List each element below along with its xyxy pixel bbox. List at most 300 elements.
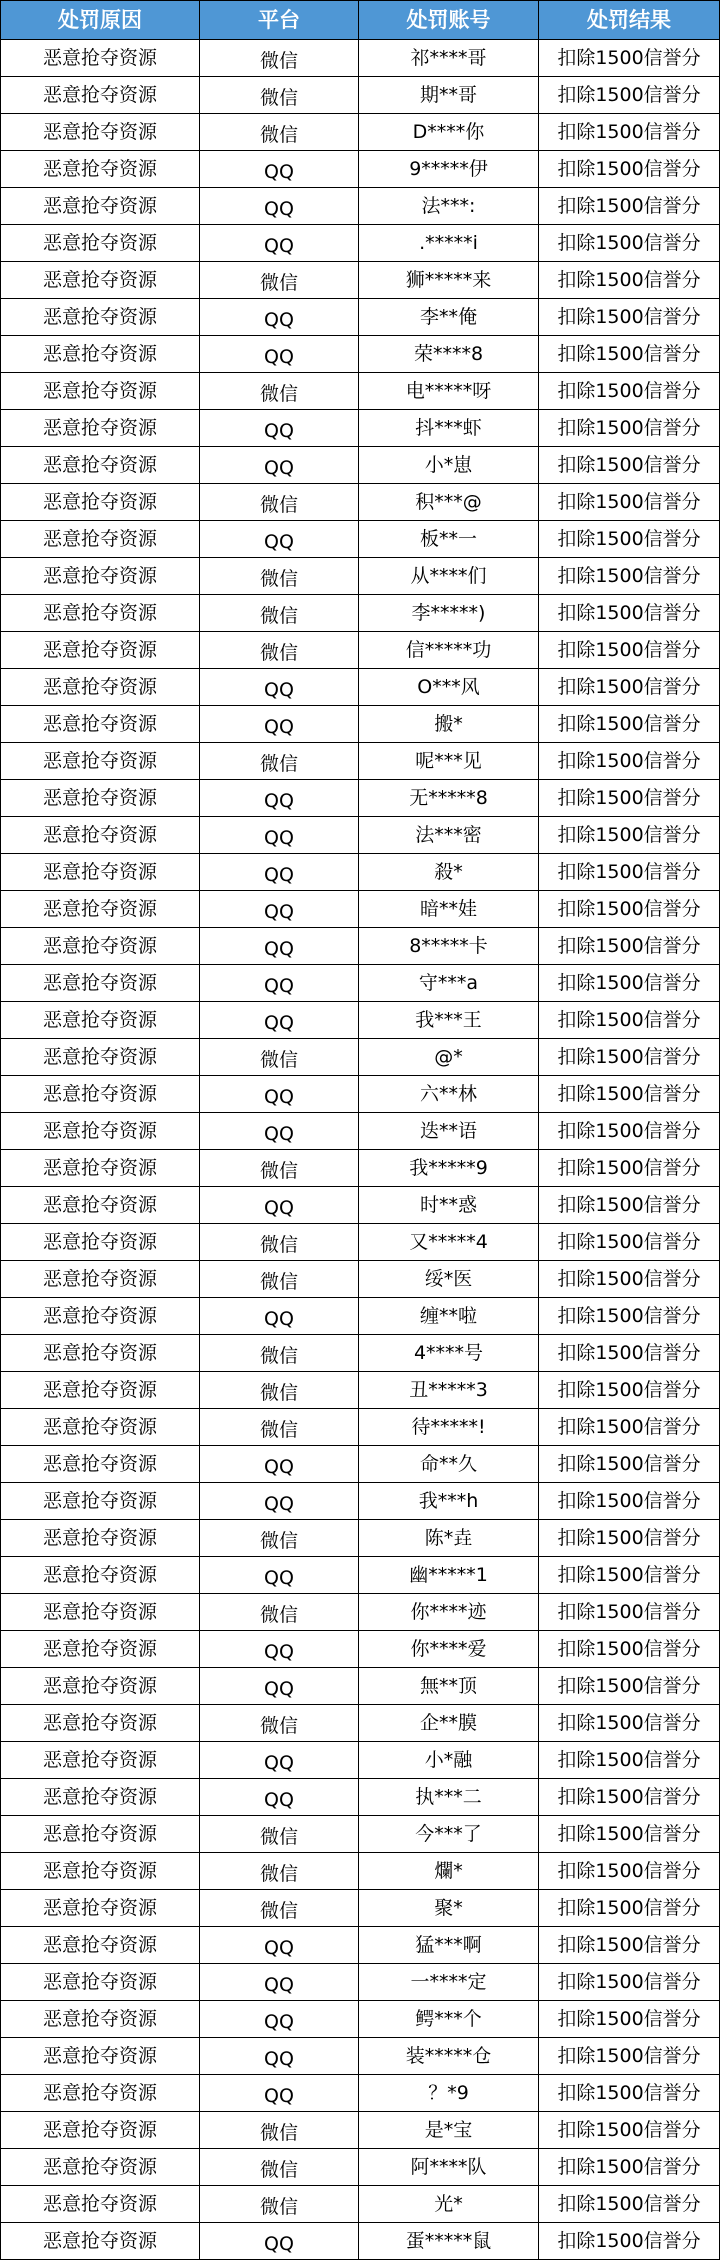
reason-cell: 恶意抢夺资源 bbox=[1, 336, 200, 373]
table-row bbox=[1, 817, 720, 854]
account-cell: 缠**啦 bbox=[359, 1298, 539, 1335]
table-row bbox=[1, 1483, 720, 1520]
result-cell: 扣除1500信誉分 bbox=[539, 447, 720, 484]
reason-cell: 恶意抢夺资源 bbox=[1, 484, 200, 521]
platform-cell: 微信 bbox=[200, 1224, 359, 1261]
account-cell: 绥*医 bbox=[359, 1261, 539, 1298]
result-cell: 扣除1500信誉分 bbox=[539, 262, 720, 299]
account-cell: 光* bbox=[359, 2186, 539, 2223]
platform-cell: 微信 bbox=[200, 558, 359, 595]
reason-cell: 恶意抢夺资源 bbox=[1, 151, 200, 188]
platform-cell: QQ bbox=[200, 1187, 359, 1224]
reason-cell: 恶意抢夺资源 bbox=[1, 669, 200, 706]
account-cell: 电*****呀 bbox=[359, 373, 539, 410]
account-cell: 蛋*****鼠 bbox=[359, 2223, 539, 2260]
account-cell: 李**俺 bbox=[359, 299, 539, 336]
reason-cell: 恶意抢夺资源 bbox=[1, 595, 200, 632]
reason-cell: 恶意抢夺资源 bbox=[1, 1927, 200, 1964]
result-cell: 扣除1500信誉分 bbox=[539, 225, 720, 262]
platform-cell: QQ bbox=[200, 447, 359, 484]
reason-cell: 恶意抢夺资源 bbox=[1, 1150, 200, 1187]
reason-cell: 恶意抢夺资源 bbox=[1, 1779, 200, 1816]
result-cell: 扣除1500信誉分 bbox=[539, 743, 720, 780]
platform-cell: 微信 bbox=[200, 1890, 359, 1927]
reason-cell: 恶意抢夺资源 bbox=[1, 1705, 200, 1742]
table-row bbox=[1, 2149, 720, 2186]
table-row bbox=[1, 77, 720, 114]
table-row bbox=[1, 669, 720, 706]
platform-cell: 微信 bbox=[200, 632, 359, 669]
reason-cell: 恶意抢夺资源 bbox=[1, 817, 200, 854]
platform-cell: QQ bbox=[200, 817, 359, 854]
account-cell: O***风 bbox=[359, 669, 539, 706]
account-cell: 我***王 bbox=[359, 1002, 539, 1039]
table-row bbox=[1, 2001, 720, 2038]
table-row bbox=[1, 2112, 720, 2149]
table-row bbox=[1, 965, 720, 1002]
result-cell: 扣除1500信誉分 bbox=[539, 854, 720, 891]
result-cell: 扣除1500信誉分 bbox=[539, 1520, 720, 1557]
table-row bbox=[1, 1779, 720, 1816]
result-cell: 扣除1500信誉分 bbox=[539, 1335, 720, 1372]
result-cell: 扣除1500信誉分 bbox=[539, 1446, 720, 1483]
account-cell: 今***了 bbox=[359, 1816, 539, 1853]
table-row bbox=[1, 1668, 720, 1705]
account-cell: 9*****伊 bbox=[359, 151, 539, 188]
table-row bbox=[1, 1076, 720, 1113]
result-cell: 扣除1500信誉分 bbox=[539, 1890, 720, 1927]
platform-cell: 微信 bbox=[200, 1705, 359, 1742]
table-row bbox=[1, 1742, 720, 1779]
header-reason: 处罚原因 bbox=[1, 1, 200, 40]
platform-cell: QQ bbox=[200, 336, 359, 373]
result-cell: 扣除1500信誉分 bbox=[539, 299, 720, 336]
result-cell: 扣除1500信誉分 bbox=[539, 1927, 720, 1964]
reason-cell: 恶意抢夺资源 bbox=[1, 1335, 200, 1372]
account-cell: 执***二 bbox=[359, 1779, 539, 1816]
platform-cell: 微信 bbox=[200, 40, 359, 77]
table-row bbox=[1, 2075, 720, 2112]
reason-cell: 恶意抢夺资源 bbox=[1, 447, 200, 484]
platform-cell: QQ bbox=[200, 1298, 359, 1335]
reason-cell: 恶意抢夺资源 bbox=[1, 632, 200, 669]
reason-cell: 恶意抢夺资源 bbox=[1, 743, 200, 780]
platform-cell: 微信 bbox=[200, 1335, 359, 1372]
result-cell: 扣除1500信誉分 bbox=[539, 336, 720, 373]
table-row bbox=[1, 2186, 720, 2223]
reason-cell: 恶意抢夺资源 bbox=[1, 2223, 200, 2260]
table-row bbox=[1, 854, 720, 891]
reason-cell: 恶意抢夺资源 bbox=[1, 965, 200, 1002]
table-row bbox=[1, 632, 720, 669]
account-cell: 待*****! bbox=[359, 1409, 539, 1446]
table-row bbox=[1, 1594, 720, 1631]
result-cell: 扣除1500信誉分 bbox=[539, 595, 720, 632]
reason-cell: 恶意抢夺资源 bbox=[1, 299, 200, 336]
platform-cell: 微信 bbox=[200, 1853, 359, 1890]
account-cell: 法***: bbox=[359, 188, 539, 225]
account-cell: 狮*****来 bbox=[359, 262, 539, 299]
result-cell: 扣除1500信誉分 bbox=[539, 2149, 720, 2186]
result-cell: 扣除1500信誉分 bbox=[539, 1113, 720, 1150]
result-cell: 扣除1500信誉分 bbox=[539, 410, 720, 447]
account-cell: @* bbox=[359, 1039, 539, 1076]
table-row bbox=[1, 1853, 720, 1890]
table-row bbox=[1, 1557, 720, 1594]
reason-cell: 恶意抢夺资源 bbox=[1, 410, 200, 447]
platform-cell: QQ bbox=[200, 225, 359, 262]
platform-cell: QQ bbox=[200, 521, 359, 558]
table-row bbox=[1, 484, 720, 521]
account-cell: 一****定 bbox=[359, 1964, 539, 2001]
table-row bbox=[1, 1409, 720, 1446]
account-cell: 小*崽 bbox=[359, 447, 539, 484]
reason-cell: 恶意抢夺资源 bbox=[1, 1816, 200, 1853]
reason-cell: 恶意抢夺资源 bbox=[1, 780, 200, 817]
table-row bbox=[1, 521, 720, 558]
reason-cell: 恶意抢夺资源 bbox=[1, 1890, 200, 1927]
account-cell: 装*****仓 bbox=[359, 2038, 539, 2075]
table-row bbox=[1, 1964, 720, 2001]
table-row bbox=[1, 1039, 720, 1076]
result-cell: 扣除1500信誉分 bbox=[539, 1298, 720, 1335]
table-row bbox=[1, 299, 720, 336]
result-cell: 扣除1500信誉分 bbox=[539, 2112, 720, 2149]
table-row bbox=[1, 1705, 720, 1742]
reason-cell: 恶意抢夺资源 bbox=[1, 558, 200, 595]
reason-cell: 恶意抢夺资源 bbox=[1, 77, 200, 114]
table-row bbox=[1, 1890, 720, 1927]
platform-cell: QQ bbox=[200, 1557, 359, 1594]
platform-cell: 微信 bbox=[200, 1409, 359, 1446]
account-cell: 抖***虾 bbox=[359, 410, 539, 447]
platform-cell: QQ bbox=[200, 854, 359, 891]
account-cell: 积***@ bbox=[359, 484, 539, 521]
result-cell: 扣除1500信誉分 bbox=[539, 1002, 720, 1039]
account-cell: 命**久 bbox=[359, 1446, 539, 1483]
platform-cell: QQ bbox=[200, 706, 359, 743]
platform-cell: 微信 bbox=[200, 743, 359, 780]
reason-cell: 恶意抢夺资源 bbox=[1, 1964, 200, 2001]
result-cell: 扣除1500信誉分 bbox=[539, 1816, 720, 1853]
account-cell: .*****i bbox=[359, 225, 539, 262]
account-cell: 無**顶 bbox=[359, 1668, 539, 1705]
table-row bbox=[1, 1631, 720, 1668]
table-row bbox=[1, 1816, 720, 1853]
reason-cell: 恶意抢夺资源 bbox=[1, 2075, 200, 2112]
account-cell: 又*****4 bbox=[359, 1224, 539, 1261]
result-cell: 扣除1500信誉分 bbox=[539, 1631, 720, 1668]
result-cell: 扣除1500信誉分 bbox=[539, 1964, 720, 2001]
account-cell: 4****号 bbox=[359, 1335, 539, 1372]
account-cell: 暗**娃 bbox=[359, 891, 539, 928]
account-cell: 是*宝 bbox=[359, 2112, 539, 2149]
account-cell: 聚* bbox=[359, 1890, 539, 1927]
account-cell: 板**一 bbox=[359, 521, 539, 558]
result-cell: 扣除1500信誉分 bbox=[539, 817, 720, 854]
result-cell: 扣除1500信誉分 bbox=[539, 151, 720, 188]
table-row bbox=[1, 40, 720, 77]
table-row bbox=[1, 2038, 720, 2075]
result-cell: 扣除1500信誉分 bbox=[539, 1853, 720, 1890]
table-row bbox=[1, 151, 720, 188]
result-cell: 扣除1500信誉分 bbox=[539, 1483, 720, 1520]
result-cell: 扣除1500信誉分 bbox=[539, 1150, 720, 1187]
header-platform: 平台 bbox=[200, 1, 359, 40]
reason-cell: 恶意抢夺资源 bbox=[1, 1446, 200, 1483]
table-row bbox=[1, 891, 720, 928]
reason-cell: 恶意抢夺资源 bbox=[1, 1668, 200, 1705]
reason-cell: 恶意抢夺资源 bbox=[1, 1483, 200, 1520]
result-cell: 扣除1500信誉分 bbox=[539, 1779, 720, 1816]
reason-cell: 恶意抢夺资源 bbox=[1, 1742, 200, 1779]
account-cell: ？*9 bbox=[359, 2075, 539, 2112]
result-cell: 扣除1500信誉分 bbox=[539, 2186, 720, 2223]
reason-cell: 恶意抢夺资源 bbox=[1, 262, 200, 299]
reason-cell: 恶意抢夺资源 bbox=[1, 1372, 200, 1409]
reason-cell: 恶意抢夺资源 bbox=[1, 1224, 200, 1261]
header-row bbox=[1, 1, 720, 40]
account-cell: 荣****8 bbox=[359, 336, 539, 373]
platform-cell: 微信 bbox=[200, 1150, 359, 1187]
platform-cell: 微信 bbox=[200, 1594, 359, 1631]
result-cell: 扣除1500信誉分 bbox=[539, 2223, 720, 2260]
reason-cell: 恶意抢夺资源 bbox=[1, 1187, 200, 1224]
result-cell: 扣除1500信誉分 bbox=[539, 114, 720, 151]
result-cell: 扣除1500信誉分 bbox=[539, 1224, 720, 1261]
account-cell: 小*融 bbox=[359, 1742, 539, 1779]
result-cell: 扣除1500信誉分 bbox=[539, 558, 720, 595]
platform-cell: 微信 bbox=[200, 2112, 359, 2149]
result-cell: 扣除1500信誉分 bbox=[539, 1039, 720, 1076]
result-cell: 扣除1500信誉分 bbox=[539, 1742, 720, 1779]
platform-cell: QQ bbox=[200, 1742, 359, 1779]
platform-cell: QQ bbox=[200, 2038, 359, 2075]
account-cell: 祁****哥 bbox=[359, 40, 539, 77]
result-cell: 扣除1500信誉分 bbox=[539, 1594, 720, 1631]
account-cell: 迭**语 bbox=[359, 1113, 539, 1150]
account-cell: 你****迹 bbox=[359, 1594, 539, 1631]
platform-cell: QQ bbox=[200, 2001, 359, 2038]
reason-cell: 恶意抢夺资源 bbox=[1, 40, 200, 77]
platform-cell: QQ bbox=[200, 1927, 359, 1964]
result-cell: 扣除1500信誉分 bbox=[539, 521, 720, 558]
result-cell: 扣除1500信誉分 bbox=[539, 484, 720, 521]
table-row bbox=[1, 410, 720, 447]
table-row bbox=[1, 1520, 720, 1557]
result-cell: 扣除1500信誉分 bbox=[539, 1261, 720, 1298]
account-cell: 猛***啊 bbox=[359, 1927, 539, 1964]
reason-cell: 恶意抢夺资源 bbox=[1, 891, 200, 928]
account-cell: 鳄***个 bbox=[359, 2001, 539, 2038]
table-row bbox=[1, 1298, 720, 1335]
account-cell: 幽*****1 bbox=[359, 1557, 539, 1594]
table-row bbox=[1, 114, 720, 151]
result-cell: 扣除1500信誉分 bbox=[539, 1409, 720, 1446]
platform-cell: 微信 bbox=[200, 77, 359, 114]
table-row bbox=[1, 928, 720, 965]
platform-cell: QQ bbox=[200, 965, 359, 1002]
table-row bbox=[1, 188, 720, 225]
result-cell: 扣除1500信誉分 bbox=[539, 2001, 720, 2038]
result-cell: 扣除1500信誉分 bbox=[539, 1187, 720, 1224]
account-cell: 阿****队 bbox=[359, 2149, 539, 2186]
platform-cell: QQ bbox=[200, 151, 359, 188]
reason-cell: 恶意抢夺资源 bbox=[1, 2149, 200, 2186]
header-account: 处罚账号 bbox=[359, 1, 539, 40]
account-cell: 你****爱 bbox=[359, 1631, 539, 1668]
table-body bbox=[1, 40, 720, 2260]
table-row bbox=[1, 558, 720, 595]
platform-cell: QQ bbox=[200, 780, 359, 817]
result-cell: 扣除1500信誉分 bbox=[539, 706, 720, 743]
platform-cell: 微信 bbox=[200, 114, 359, 151]
platform-cell: QQ bbox=[200, 891, 359, 928]
platform-cell: 微信 bbox=[200, 2186, 359, 2223]
result-cell: 扣除1500信誉分 bbox=[539, 780, 720, 817]
platform-cell: QQ bbox=[200, 2075, 359, 2112]
reason-cell: 恶意抢夺资源 bbox=[1, 854, 200, 891]
reason-cell: 恶意抢夺资源 bbox=[1, 373, 200, 410]
reason-cell: 恶意抢夺资源 bbox=[1, 1594, 200, 1631]
platform-cell: 微信 bbox=[200, 2149, 359, 2186]
reason-cell: 恶意抢夺资源 bbox=[1, 1261, 200, 1298]
result-cell: 扣除1500信誉分 bbox=[539, 2075, 720, 2112]
platform-cell: QQ bbox=[200, 928, 359, 965]
table-row bbox=[1, 1002, 720, 1039]
result-cell: 扣除1500信誉分 bbox=[539, 891, 720, 928]
reason-cell: 恶意抢夺资源 bbox=[1, 1557, 200, 1594]
reason-cell: 恶意抢夺资源 bbox=[1, 1853, 200, 1890]
table-row bbox=[1, 262, 720, 299]
reason-cell: 恶意抢夺资源 bbox=[1, 1520, 200, 1557]
result-cell: 扣除1500信誉分 bbox=[539, 1372, 720, 1409]
table-row bbox=[1, 1224, 720, 1261]
platform-cell: QQ bbox=[200, 1076, 359, 1113]
account-cell: 丑*****3 bbox=[359, 1372, 539, 1409]
platform-cell: QQ bbox=[200, 669, 359, 706]
platform-cell: 微信 bbox=[200, 1816, 359, 1853]
reason-cell: 恶意抢夺资源 bbox=[1, 2038, 200, 2075]
platform-cell: QQ bbox=[200, 1113, 359, 1150]
reason-cell: 恶意抢夺资源 bbox=[1, 2001, 200, 2038]
reason-cell: 恶意抢夺资源 bbox=[1, 1631, 200, 1668]
table-row bbox=[1, 2223, 720, 2260]
account-cell: 时**惑 bbox=[359, 1187, 539, 1224]
reason-cell: 恶意抢夺资源 bbox=[1, 225, 200, 262]
result-cell: 扣除1500信誉分 bbox=[539, 669, 720, 706]
platform-cell: QQ bbox=[200, 1002, 359, 1039]
account-cell: 守***a bbox=[359, 965, 539, 1002]
table-row bbox=[1, 1187, 720, 1224]
table-row bbox=[1, 780, 720, 817]
account-cell: 呢***见 bbox=[359, 743, 539, 780]
reason-cell: 恶意抢夺资源 bbox=[1, 1002, 200, 1039]
result-cell: 扣除1500信誉分 bbox=[539, 373, 720, 410]
table-row bbox=[1, 1335, 720, 1372]
result-cell: 扣除1500信誉分 bbox=[539, 632, 720, 669]
account-cell: 殺* bbox=[359, 854, 539, 891]
table-row bbox=[1, 336, 720, 373]
reason-cell: 恶意抢夺资源 bbox=[1, 2112, 200, 2149]
header-result: 处罚结果 bbox=[539, 1, 720, 40]
account-cell: 陈*垚 bbox=[359, 1520, 539, 1557]
result-cell: 扣除1500信誉分 bbox=[539, 965, 720, 1002]
platform-cell: 微信 bbox=[200, 1372, 359, 1409]
table-row bbox=[1, 1372, 720, 1409]
account-cell: 从****们 bbox=[359, 558, 539, 595]
reason-cell: 恶意抢夺资源 bbox=[1, 1409, 200, 1446]
account-cell: 信*****功 bbox=[359, 632, 539, 669]
platform-cell: QQ bbox=[200, 1483, 359, 1520]
table-row bbox=[1, 225, 720, 262]
account-cell: 搬* bbox=[359, 706, 539, 743]
reason-cell: 恶意抢夺资源 bbox=[1, 521, 200, 558]
table-header bbox=[1, 1, 720, 40]
reason-cell: 恶意抢夺资源 bbox=[1, 1076, 200, 1113]
platform-cell: 微信 bbox=[200, 373, 359, 410]
platform-cell: 微信 bbox=[200, 262, 359, 299]
result-cell: 扣除1500信誉分 bbox=[539, 1076, 720, 1113]
reason-cell: 恶意抢夺资源 bbox=[1, 706, 200, 743]
result-cell: 扣除1500信誉分 bbox=[539, 40, 720, 77]
platform-cell: QQ bbox=[200, 1964, 359, 2001]
table-row bbox=[1, 1261, 720, 1298]
platform-cell: QQ bbox=[200, 1779, 359, 1816]
result-cell: 扣除1500信誉分 bbox=[539, 1557, 720, 1594]
reason-cell: 恶意抢夺资源 bbox=[1, 1113, 200, 1150]
platform-cell: 微信 bbox=[200, 484, 359, 521]
platform-cell: 微信 bbox=[200, 1520, 359, 1557]
account-cell: D****你 bbox=[359, 114, 539, 151]
account-cell: 无*****8 bbox=[359, 780, 539, 817]
platform-cell: QQ bbox=[200, 1631, 359, 1668]
account-cell: 我*****9 bbox=[359, 1150, 539, 1187]
reason-cell: 恶意抢夺资源 bbox=[1, 1039, 200, 1076]
table-row bbox=[1, 447, 720, 484]
table-row bbox=[1, 706, 720, 743]
result-cell: 扣除1500信誉分 bbox=[539, 928, 720, 965]
platform-cell: QQ bbox=[200, 299, 359, 336]
table-row bbox=[1, 1927, 720, 1964]
result-cell: 扣除1500信誉分 bbox=[539, 77, 720, 114]
reason-cell: 恶意抢夺资源 bbox=[1, 114, 200, 151]
account-cell: 法***密 bbox=[359, 817, 539, 854]
platform-cell: 微信 bbox=[200, 1261, 359, 1298]
platform-cell: QQ bbox=[200, 2223, 359, 2260]
reason-cell: 恶意抢夺资源 bbox=[1, 188, 200, 225]
platform-cell: QQ bbox=[200, 188, 359, 225]
platform-cell: QQ bbox=[200, 410, 359, 447]
table-row bbox=[1, 1113, 720, 1150]
account-cell: 企**膜 bbox=[359, 1705, 539, 1742]
platform-cell: QQ bbox=[200, 1668, 359, 1705]
account-cell: 8*****卡 bbox=[359, 928, 539, 965]
table-row bbox=[1, 743, 720, 780]
result-cell: 扣除1500信誉分 bbox=[539, 188, 720, 225]
account-cell: 李*****) bbox=[359, 595, 539, 632]
account-cell: 我***h bbox=[359, 1483, 539, 1520]
platform-cell: QQ bbox=[200, 1446, 359, 1483]
result-cell: 扣除1500信誉分 bbox=[539, 1668, 720, 1705]
table-row bbox=[1, 1150, 720, 1187]
reason-cell: 恶意抢夺资源 bbox=[1, 1298, 200, 1335]
account-cell: 爛* bbox=[359, 1853, 539, 1890]
table-row bbox=[1, 373, 720, 410]
reason-cell: 恶意抢夺资源 bbox=[1, 2186, 200, 2223]
reason-cell: 恶意抢夺资源 bbox=[1, 928, 200, 965]
result-cell: 扣除1500信誉分 bbox=[539, 1705, 720, 1742]
